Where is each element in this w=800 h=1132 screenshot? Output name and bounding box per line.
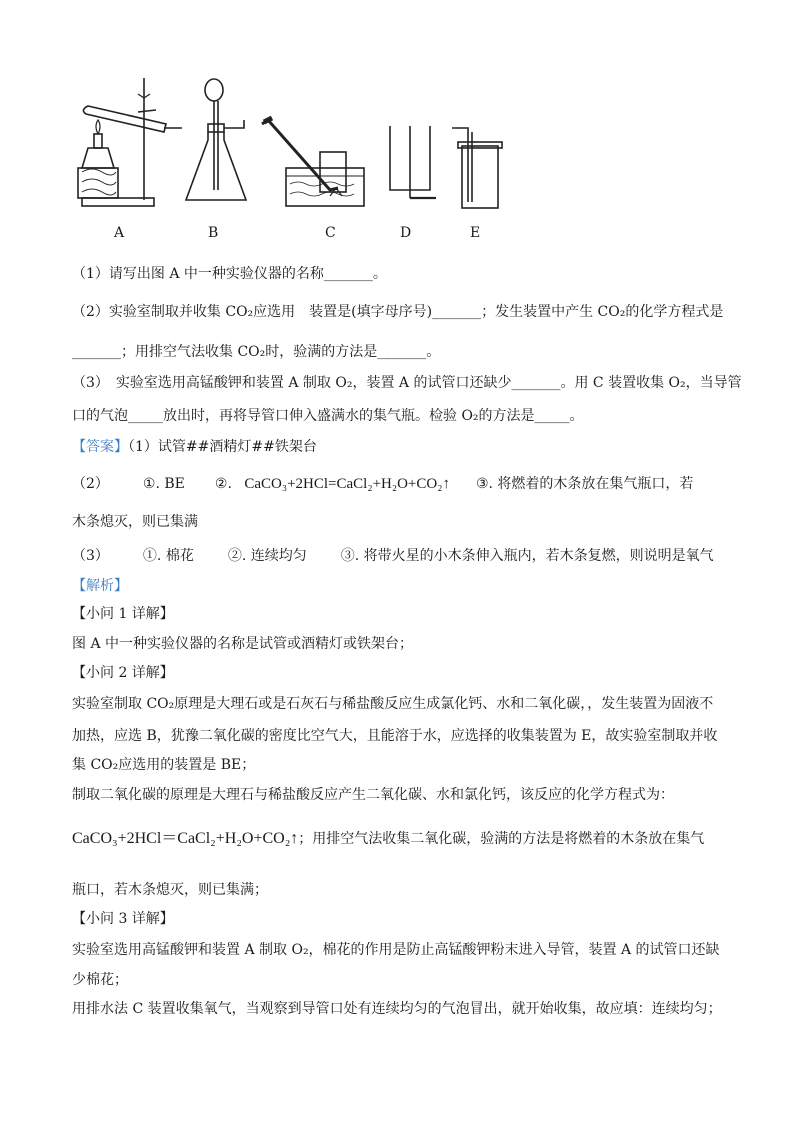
analysis-equation: CaCO₃+2HCl＝CaCl₂+H₂O+CO₂↑ [72,830,299,847]
apparatus-b [186,79,246,200]
answer-2-part-1: ①. BE [142,476,185,492]
analysis-paragraph-2-line-2: 加热，应选 B，犹豫二氧化碳的密度比空气大，且能溶于水，应选择的收集装置为 E，故实验室制取并收 [72,728,718,744]
answer-2-part-3: ③. 将燃着的木条放在集气瓶口，若 [475,476,694,492]
analysis-paragraph-2-line-1: 实验室制取 CO₂原理是大理石或是石灰石与稀盐酸反应生成氯化钙、水和二氧化碳，，发生装置为固液不 [72,696,714,712]
analysis-heading-3: 【小问 3 详解】 [72,911,174,927]
answer-2-equation: CaCO₃+2HCl=CaCl₂+H₂O+CO₂↑ [244,476,450,492]
analysis-paragraph-3-line-1: 实验室选用高锰酸钾和装置 A 制取 O₂，棉花的作用是防止高锰酸钾粉末进入导管，装置 A 的试管口还缺 [72,942,720,958]
apparatus-a [78,78,182,206]
figure-label-b: B [208,225,219,241]
analysis-paragraph-3-line-3: 用排水法 C 装置收集氧气，当观察到导管口处有连续均匀的气泡冒出，就开始收集，故应填：连续均匀； [72,1001,722,1017]
answer-3-part-2: ②. 连续均匀 [227,548,307,564]
analysis-paragraph-2-line-6: 瓶口，若木条熄灭，则已集满； [72,882,268,898]
analysis-paragraph-2-line-4: 制取二氧化碳的原理是大理石与稀盐酸反应产生二氧化碳、水和氯化钙，该反应的化学方程式为： [72,787,674,803]
answer-2-num: （2） [72,476,109,492]
apparatus-c [262,118,364,206]
answer-line-1 [72,436,317,458]
answer-tag: 【答案】 [72,439,128,455]
analysis-heading-1: 【小问 1 详解】 [72,606,174,622]
analysis-paragraph-2-line-5 [72,828,704,850]
figure-label-c: C [325,225,336,241]
answer-1: （1）试管##酒精灯##铁架台 [128,439,317,455]
question-3-line-1: （3） 实验室选用高锰酸钾和装置 A 制取 O₂，装置 A 的试管口还缺少_______。用 C 装置收集 O₂，当导管 [72,375,742,391]
figure-label-a: A [114,225,125,241]
analysis-paragraph-2-line-5-text: ；用排空气法收集二氧化碳，验满的方法是将燃着的木条放在集气 [298,831,705,847]
apparatus-e [452,128,502,208]
answer-2-continued: 木条熄灭，则已集满 [72,514,198,530]
answer-line-3 [72,545,714,567]
figure-label-e: E [470,225,481,241]
analysis-tag: 【解析】 [72,578,128,594]
analysis-paragraph-2-line-3: 集 CO₂应选用的装置是 BE； [72,757,256,773]
question-2-line-2: _______；用排空气法收集 CO₂时，验满的方法是_______。 [72,344,441,360]
question-2-line-1: （2）实验室制取并收集 CO₂应选用 装置是(填字母序号)_______；发生装置中产生 CO₂的化学方程式是 [72,304,724,320]
analysis-paragraph-3-line-2: 少棉花； [72,972,128,988]
figure-label-d: D [400,225,412,241]
answer-3-part-3: ③. 将带火星的小木条伸入瓶内，若木条复燃，则说明是氧气 [340,548,714,564]
answer-2-part-2: ②. [214,476,232,492]
answer-3-part-1: ①. 棉花 [142,548,194,564]
answer-3-num: （3） [72,548,109,564]
analysis-paragraph-1: 图 A 中一种实验仪器的名称是试管或酒精灯或铁架台； [72,636,414,652]
question-1: （1）请写出图 A 中一种实验仪器的名称_______。 [72,266,387,282]
apparatus-d [390,126,436,198]
answer-line-2 [72,473,693,495]
analysis-heading-2: 【小问 2 详解】 [72,665,174,681]
question-3-line-2: 口的气泡_____放出时，再将导管口伸入盛满水的集气瓶。检验 O₂的方法是_____。 [72,408,584,424]
apparatus-figure [68,72,508,242]
